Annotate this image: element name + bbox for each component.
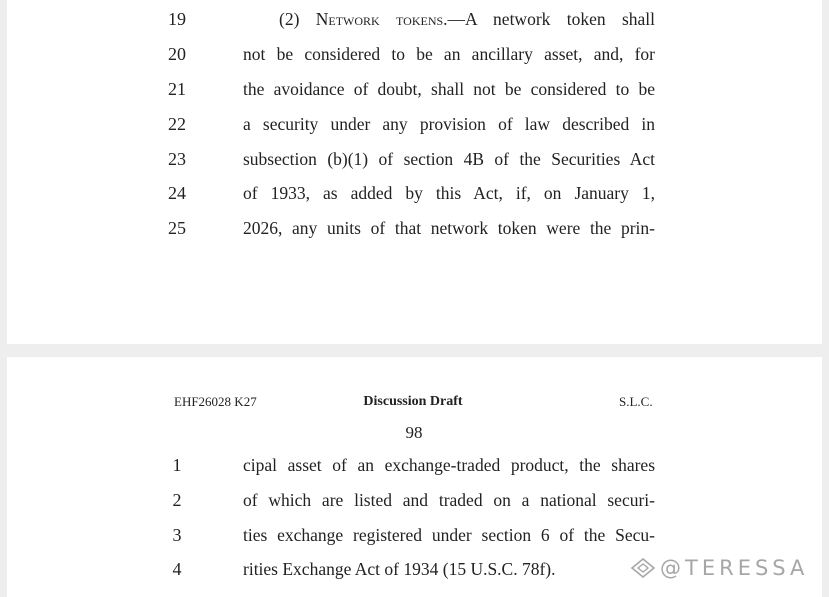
paragraph-number: (2) bbox=[279, 9, 316, 29]
watermark-text: @TERESSA bbox=[660, 556, 809, 580]
line-number: 25 bbox=[168, 218, 186, 238]
line-number: 2 bbox=[172, 490, 182, 510]
line-number: 22 bbox=[168, 114, 186, 134]
text-line bbox=[279, 8, 655, 30]
line-number: 19 bbox=[168, 9, 186, 29]
text-line: subsection (b)(1) of section 4B of the Securities Act bbox=[243, 149, 655, 169]
watermark bbox=[630, 556, 808, 580]
text-line: of 1933, as added by this Act, if, on January 1, bbox=[243, 183, 655, 203]
draft-title: Discussion Draft bbox=[363, 394, 463, 409]
line-number: 21 bbox=[168, 79, 186, 99]
line-number: 24 bbox=[168, 183, 186, 203]
paragraph-heading: Network tokens bbox=[315, 9, 444, 29]
text-line: ties exchange registered under section 6 of the Secu- bbox=[243, 525, 655, 545]
line-number: 23 bbox=[168, 149, 186, 169]
text-line: cipal asset of an exchange-traded product, the shares bbox=[243, 455, 655, 475]
text-line: 2026, any units of that network token were the prin- bbox=[243, 218, 655, 238]
text-line: not be considered to be an ancillary asset, and, for bbox=[243, 44, 655, 64]
line-number: 3 bbox=[172, 525, 182, 545]
page-number: 98 bbox=[405, 423, 423, 442]
slc-label: S.L.C. bbox=[619, 394, 653, 409]
diamond-logo-icon bbox=[630, 557, 656, 579]
text-line: a security under any provision of law described in bbox=[243, 114, 655, 134]
text-line: rities Exchange Act of 1934 (15 U.S.C. 78f). bbox=[243, 559, 556, 579]
text-line: the avoidance of doubt, shall not be considered to be bbox=[243, 79, 655, 99]
text-line-content: .—A network token shall bbox=[443, 9, 656, 29]
line-number: 4 bbox=[172, 559, 182, 579]
line-number: 20 bbox=[168, 44, 186, 64]
line-number: 1 bbox=[172, 455, 182, 475]
document-id: EHF26028 K27 bbox=[174, 394, 257, 409]
document-page-top bbox=[7, 0, 822, 344]
text-line: of which are listed and traded on a national securi- bbox=[243, 490, 655, 510]
